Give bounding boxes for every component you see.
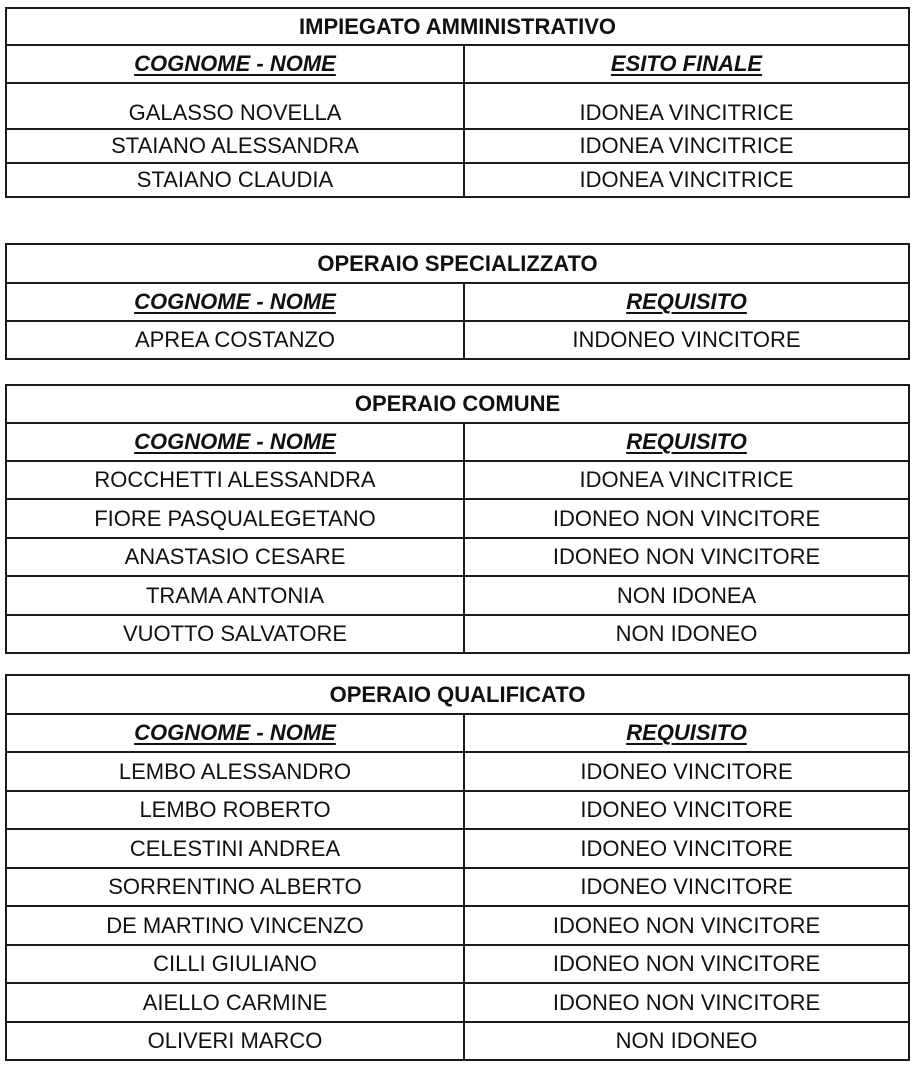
- table-row: [6, 906, 909, 945]
- table-impiegato-amministrativo: [5, 7, 910, 198]
- column-header-name: COGNOME - NOME: [6, 423, 464, 461]
- result-cell: IDONEO VINCITORE: [464, 868, 909, 906]
- result-cell: IDONEO NON VINCITORE: [464, 538, 909, 576]
- table-row: [6, 829, 909, 868]
- name-cell: VUOTTO SALVATORE: [6, 615, 464, 653]
- name-cell: GALASSO NOVELLA: [6, 83, 464, 129]
- table-row: [6, 321, 909, 359]
- table-row: [6, 129, 909, 163]
- table-row: [6, 83, 909, 129]
- name-cell: ANASTASIO CESARE: [6, 538, 464, 576]
- name-cell: AIELLO CARMINE: [6, 983, 464, 1022]
- table-row: [6, 538, 909, 576]
- result-cell: IDONEA VINCITRICE: [464, 163, 909, 197]
- section-title: OPERAIO COMUNE: [6, 385, 909, 423]
- name-cell: DE MARTINO VINCENZO: [6, 906, 464, 945]
- result-cell: INDONEO VINCITORE: [464, 321, 909, 359]
- name-cell: STAIANO CLAUDIA: [6, 163, 464, 197]
- column-header-name: COGNOME - NOME: [6, 283, 464, 321]
- result-cell: IDONEO VINCITORE: [464, 829, 909, 868]
- column-header-requirement: REQUISITO: [464, 283, 909, 321]
- result-cell: IDONEA VINCITRICE: [464, 461, 909, 499]
- name-cell: LEMBO ALESSANDRO: [6, 752, 464, 791]
- table-row: [6, 983, 909, 1022]
- name-cell: STAIANO ALESSANDRA: [6, 129, 464, 163]
- table-row: [6, 791, 909, 829]
- column-header-requirement: REQUISITO: [464, 714, 909, 752]
- name-cell: OLIVERI MARCO: [6, 1022, 464, 1060]
- column-header-result: ESITO FINALE: [464, 45, 909, 83]
- section-title: OPERAIO QUALIFICATO: [6, 675, 909, 714]
- section-title: OPERAIO SPECIALIZZATO: [6, 244, 909, 283]
- table-row: [6, 945, 909, 983]
- result-cell: IDONEO NON VINCITORE: [464, 945, 909, 983]
- table-row: [6, 163, 909, 197]
- table-row: [6, 461, 909, 499]
- table-row: [6, 752, 909, 791]
- table-operaio-specializzato: [5, 243, 910, 360]
- name-cell: CELESTINI ANDREA: [6, 829, 464, 868]
- name-cell: SORRENTINO ALBERTO: [6, 868, 464, 906]
- result-cell: NON IDONEO: [464, 1022, 909, 1060]
- result-cell: IDONEO NON VINCITORE: [464, 906, 909, 945]
- result-cell: IDONEA VINCITRICE: [464, 83, 909, 129]
- result-cell: IDONEA VINCITRICE: [464, 129, 909, 163]
- table-row: [6, 1022, 909, 1060]
- result-cell: IDONEO VINCITORE: [464, 752, 909, 791]
- name-cell: TRAMA ANTONIA: [6, 576, 464, 615]
- section-title: IMPIEGATO AMMINISTRATIVO: [6, 8, 909, 45]
- table-row: [6, 615, 909, 653]
- table-row: [6, 868, 909, 906]
- name-cell: LEMBO ROBERTO: [6, 791, 464, 829]
- column-header-name: COGNOME - NOME: [6, 45, 464, 83]
- result-cell: IDONEO NON VINCITORE: [464, 499, 909, 538]
- name-cell: APREA COSTANZO: [6, 321, 464, 359]
- result-cell: IDONEO NON VINCITORE: [464, 983, 909, 1022]
- table-operaio-qualificato: [5, 674, 910, 1061]
- table-row: [6, 576, 909, 615]
- column-header-requirement: REQUISITO: [464, 423, 909, 461]
- name-cell: FIORE PASQUALEGETANO: [6, 499, 464, 538]
- result-cell: NON IDONEA: [464, 576, 909, 615]
- name-cell: ROCCHETTI ALESSANDRA: [6, 461, 464, 499]
- name-cell: CILLI GIULIANO: [6, 945, 464, 983]
- result-cell: IDONEO VINCITORE: [464, 791, 909, 829]
- table-operaio-comune: [5, 384, 910, 654]
- column-header-name: COGNOME - NOME: [6, 714, 464, 752]
- result-cell: NON IDONEO: [464, 615, 909, 653]
- table-row: [6, 499, 909, 538]
